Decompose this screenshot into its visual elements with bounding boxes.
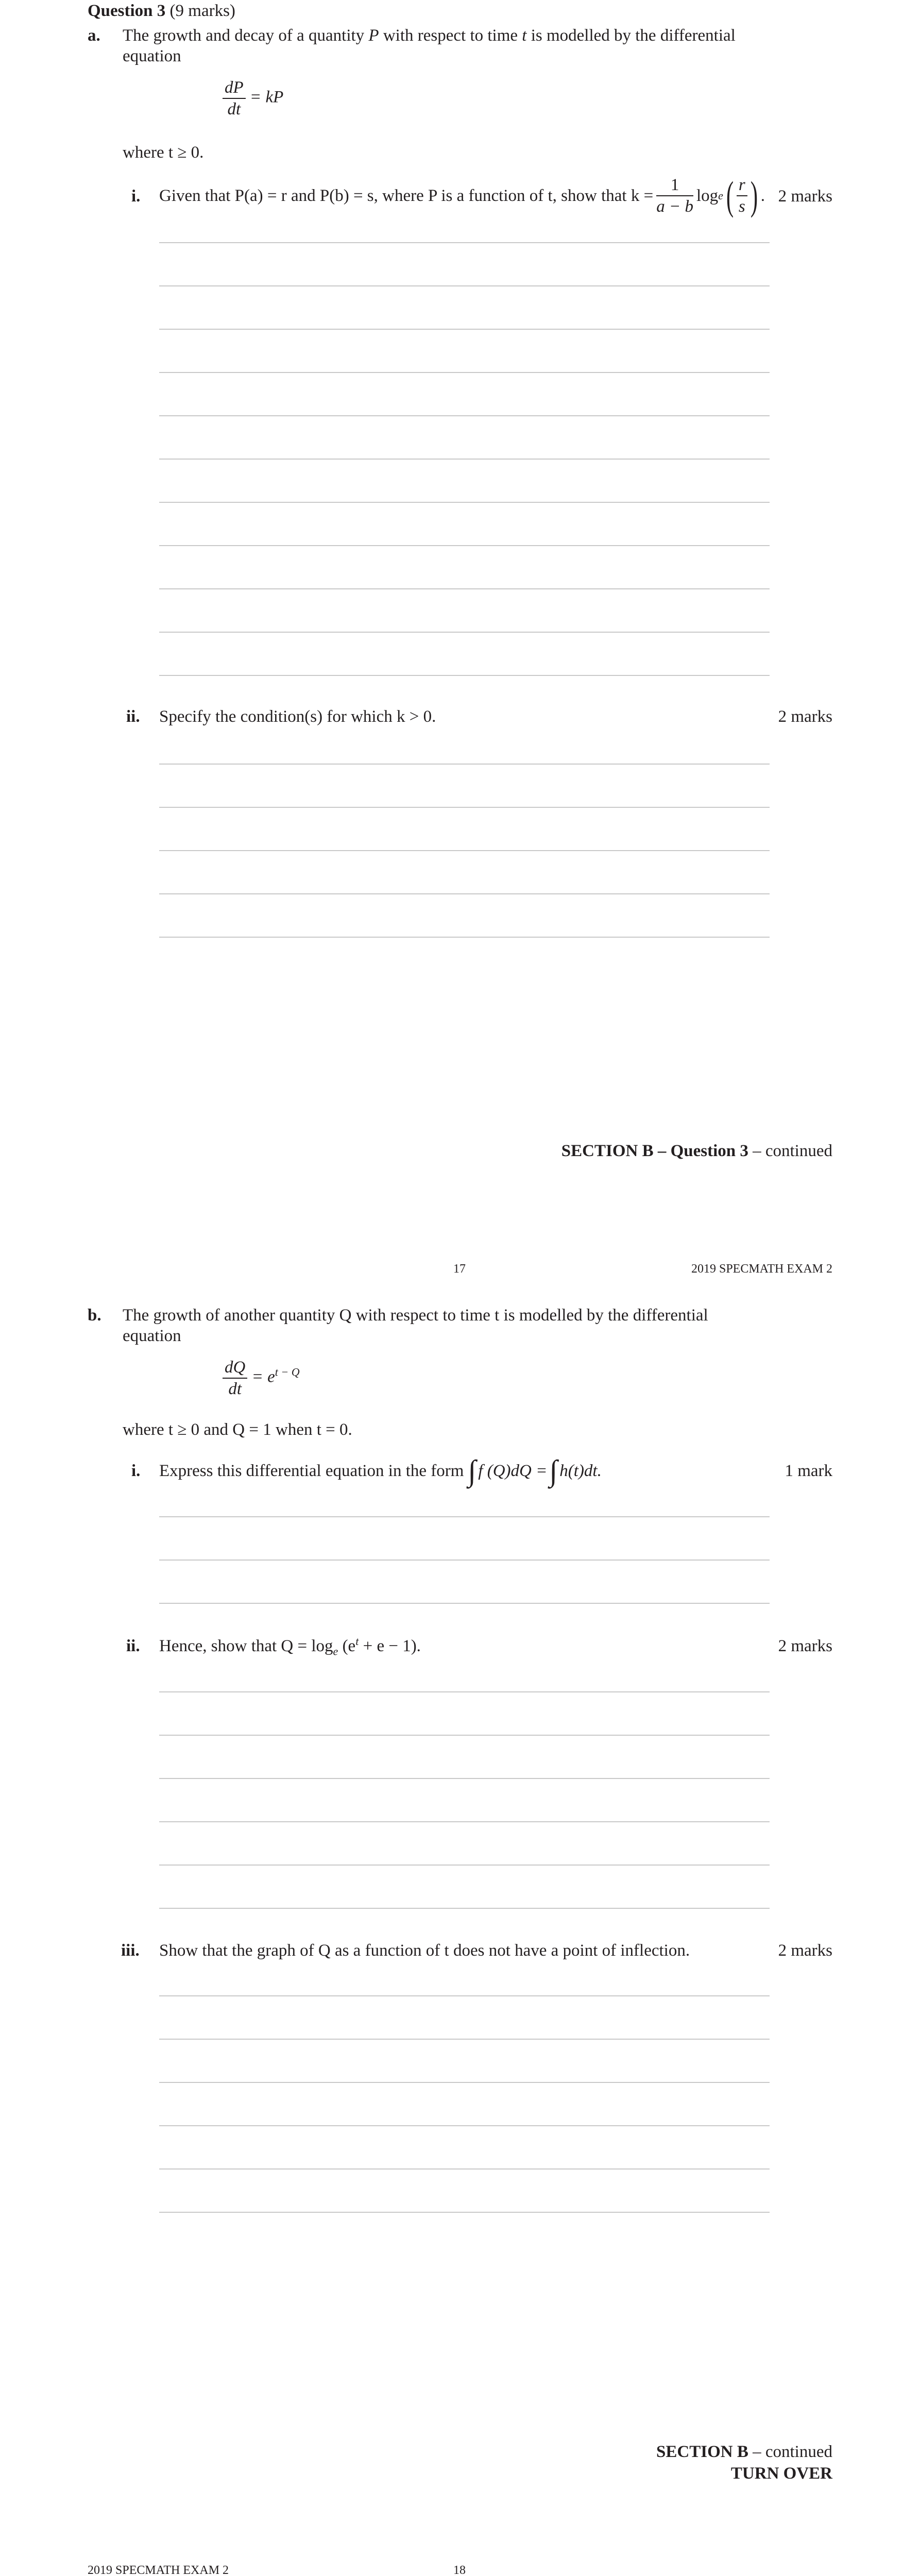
integral-sign-icon: ∫ [468, 1454, 476, 1487]
answer-line[interactable] [159, 893, 770, 894]
answer-line[interactable] [159, 675, 770, 676]
answer-line[interactable] [159, 545, 770, 546]
right-paren: ) [750, 173, 758, 218]
answer-line[interactable] [159, 2125, 770, 2126]
answer-line[interactable] [159, 807, 770, 808]
answer-line[interactable] [159, 1995, 770, 1996]
eq-exponent: t − Q [275, 1365, 300, 1379]
dpdt-fraction [223, 77, 246, 120]
answer-line[interactable] [159, 1516, 770, 1517]
k-fraction [656, 175, 693, 217]
part-b-i-question [159, 1450, 602, 1492]
answer-line[interactable] [159, 459, 770, 460]
eq-numerator: dP [223, 77, 246, 99]
intro-text: The growth and decay of a quantity [123, 26, 365, 45]
k-numerator: 1 [656, 175, 693, 196]
answer-line[interactable] [159, 937, 770, 938]
part-a-i-question: Given that P(a) = r and P(b) = s, where P is a function of t, show that k = $\frac{1}{a - b}$ log e ( $\frac{r}{s}$ ) . [159, 173, 765, 218]
answer-line[interactable] [159, 415, 770, 416]
part-b-i-label: i. [131, 1462, 141, 1480]
period: . [760, 187, 765, 205]
part-a-intro-line1 [123, 25, 736, 46]
eq-rhs: = kP [249, 88, 284, 107]
page-number: 18 [453, 2564, 466, 2576]
answer-line[interactable] [159, 588, 770, 589]
answer-line[interactable] [159, 1603, 770, 1604]
form-right: h(t)dt. [559, 1462, 602, 1480]
answer-line[interactable] [159, 1821, 770, 1822]
text-post: + e − 1). [359, 1637, 421, 1655]
part-b-intro-line1: The growth of another quantity Q with respect to time t is modelled by the differential [123, 1306, 708, 1325]
text-pre: Hence, show that Q = log [159, 1637, 333, 1655]
answer-line[interactable] [159, 502, 770, 503]
part-a-ii-question: Specify the condition(s) for which k > 0. [159, 707, 436, 726]
answer-line[interactable] [159, 764, 770, 765]
answer-line[interactable] [159, 1735, 770, 1736]
dqdt-fraction [223, 1357, 247, 1399]
answer-line[interactable] [159, 329, 770, 330]
answer-line[interactable] [159, 850, 770, 851]
turn-over-label: TURN OVER [730, 2464, 832, 2483]
eq-denominator: dt [228, 1380, 242, 1398]
question-text: Express this differential equation in the form [159, 1462, 464, 1480]
question-marks: (9 marks) [169, 2, 235, 20]
part-b-ii-marks: 2 marks [778, 1637, 832, 1655]
s-denominator: s [738, 197, 745, 216]
k-denominator: a − b [656, 197, 693, 216]
part-a-i-label: i. [131, 187, 141, 206]
eq-denominator: dt [227, 100, 241, 118]
answer-line[interactable] [159, 1908, 770, 1909]
answer-line[interactable] [159, 2168, 770, 2170]
differential-equation-b [223, 1357, 300, 1399]
left-paren: ( [726, 173, 734, 218]
var-t: t [522, 26, 527, 45]
intro-end: is modelled by the differential [531, 26, 736, 45]
differential-equation-a [223, 77, 283, 120]
part-b-iii-label: iii. [121, 1941, 140, 1960]
text-mid: (e [338, 1637, 356, 1655]
continued-label: – continued [748, 2443, 832, 2461]
answer-line[interactable] [159, 285, 770, 286]
section-continued-footer [656, 2441, 832, 2463]
part-b-label: b. [88, 1306, 101, 1325]
answer-line[interactable] [159, 372, 770, 373]
form-left: f (Q)dQ = [478, 1462, 548, 1480]
part-a-i-marks: 2 marks [778, 187, 832, 206]
part-b-ii-label: ii. [126, 1637, 140, 1655]
exam-title: 2019 SPECMATH EXAM 2 [88, 2564, 229, 2576]
answer-line[interactable] [159, 1560, 770, 1561]
part-b-iii-question: Show that the graph of Q as a function of t does not have a point of inflection. [159, 1941, 690, 1960]
answer-line[interactable] [159, 242, 770, 243]
part-b-ii-question [159, 1635, 421, 1657]
part-a-label: a. [88, 26, 100, 45]
log-base: e [333, 1645, 338, 1658]
eq-numerator: dQ [223, 1357, 247, 1379]
exp-t: t [355, 1635, 359, 1648]
answer-line[interactable] [159, 1778, 770, 1779]
part-a-where: where t ≥ 0. [123, 143, 204, 162]
answer-line[interactable] [159, 2039, 770, 2040]
section-label: SECTION B [656, 2443, 748, 2461]
section-continued-footer [561, 1140, 832, 1162]
intro-mid: with respect to time [383, 26, 518, 45]
part-b-iii-marks: 2 marks [778, 1941, 832, 1960]
section-label: SECTION B – Question 3 [561, 1142, 748, 1160]
page-number: 17 [453, 1262, 466, 1276]
r-numerator: r [737, 175, 747, 196]
part-a-intro-line2: equation [123, 47, 181, 65]
exam-title: 2019 SPECMATH EXAM 2 [691, 1262, 832, 1276]
part-b-intro-line2: equation [123, 1327, 181, 1345]
answer-line[interactable] [159, 2212, 770, 2213]
part-b-i-marks: 1 mark [785, 1462, 832, 1480]
rs-fraction [737, 175, 747, 217]
answer-line[interactable] [159, 1865, 770, 1866]
part-a-ii-label: ii. [126, 707, 140, 726]
question-text: Given that P(a) = r and P(b) = s, where P is a function of t, show that k = [159, 187, 654, 205]
continued-label: – continued [748, 1142, 832, 1160]
var-p: P [368, 26, 379, 45]
integral-sign-icon: ∫ [549, 1454, 558, 1487]
eq-rhs: = e [251, 1367, 275, 1386]
question-title: Question 3 [88, 2, 166, 20]
answer-line[interactable] [159, 632, 770, 633]
log-text: log [696, 187, 719, 205]
answer-line[interactable] [159, 2082, 770, 2083]
part-b-where: where t ≥ 0 and Q = 1 when t = 0. [123, 1420, 352, 1439]
part-a-ii-marks: 2 marks [778, 707, 832, 726]
answer-line[interactable] [159, 1691, 770, 1692]
question-heading [88, 0, 235, 22]
